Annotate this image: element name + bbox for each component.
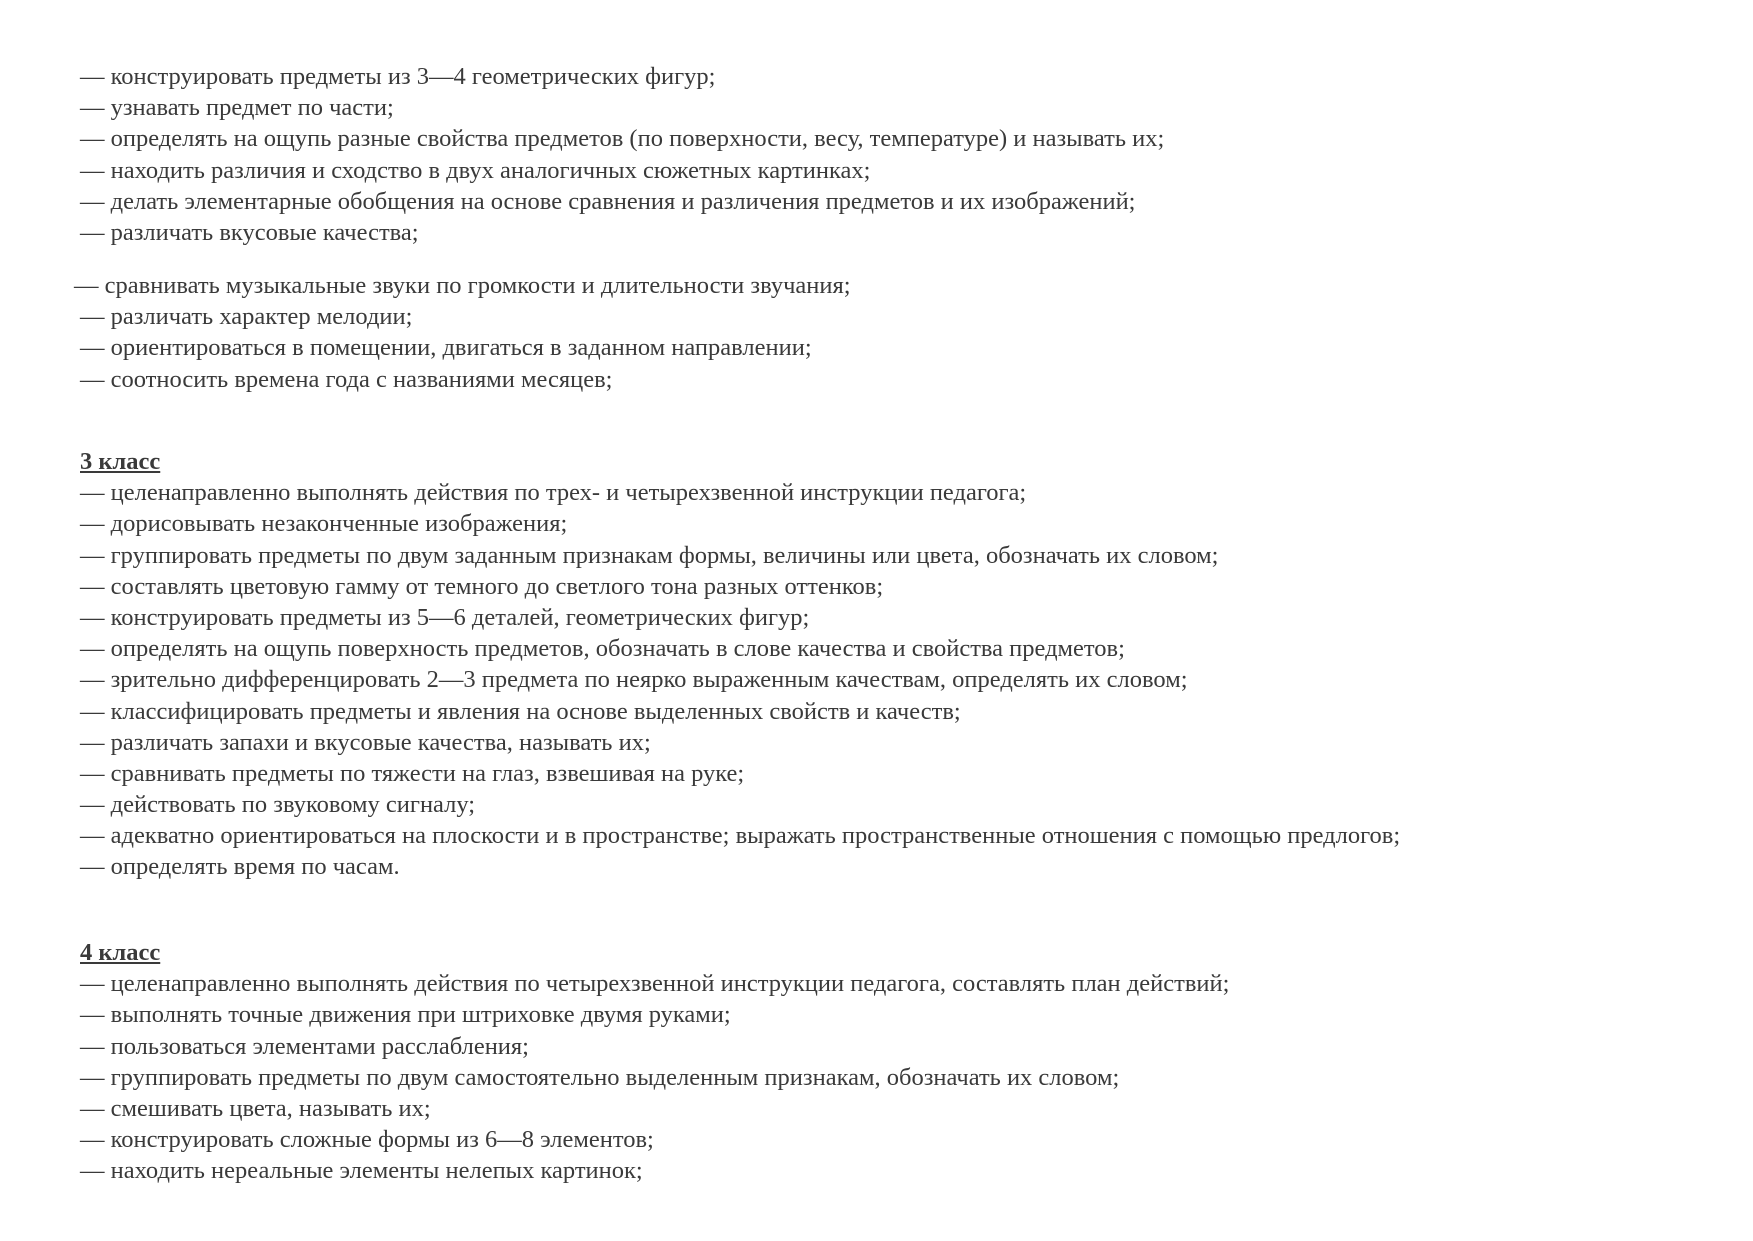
list-item: — конструировать сложные формы из 6—8 элементов; [80, 1126, 654, 1154]
list-item: — конструировать предметы из 5—6 деталей, геометрических фигур; [80, 603, 810, 631]
list-item: — различать характер мелодии; [80, 303, 413, 331]
list-item: — различать вкусовые качества; [80, 218, 419, 246]
list-item: — зрительно дифференцировать 2—3 предмета по неярко выраженным качествам, определять их словом; [80, 666, 1188, 694]
list-item: — делать элементарные обобщения на основе сравнения и различения предметов и их изображений; [80, 187, 1136, 215]
list-item: — целенаправленно выполнять действия по четырехзвенной инструкции педагога, составлять план действий; [80, 970, 1230, 998]
list-item: — смешивать цвета, называть их; [80, 1094, 431, 1122]
list-item: — группировать предметы по двум заданным признакам формы, величины или цвета, обозначать их словом; [80, 541, 1219, 569]
list-item: — выполнять точные движения при штриховке двумя руками; [80, 1001, 731, 1029]
list-item: — находить различия и сходство в двух аналогичных сюжетных картинках; [80, 156, 871, 184]
list-item: — сравнивать предметы по тяжести на глаз, взвешивая на руке; [80, 759, 745, 787]
list-item: — соотносить времена года с названиями месяцев; [80, 365, 613, 393]
list-item: — классифицировать предметы и явления на основе выделенных свойств и качеств; [80, 697, 961, 725]
skills-list-continued-2 [74, 270, 1680, 395]
list-item: — адекватно ориентироваться на плоскости и в пространстве; выражать пространственные отношения с помощью предлогов; [80, 822, 1401, 850]
grade-4-heading: 4 класс [80, 939, 161, 966]
list-item: — конструировать предметы из 3—4 геометрических фигур; [80, 63, 716, 90]
list-item: — определять на ощупь поверхность предметов, обозначать в слове качества и свойства предметов; [80, 635, 1125, 663]
grade-3-heading: 3 класс [80, 448, 161, 475]
list-item: — пользоваться элементами расслабления; [80, 1032, 529, 1060]
list-item: — сравнивать музыкальные звуки по громкости и длительности звучания; [74, 272, 851, 299]
list-item: — различать запахи и вкусовые качества, называть их; [80, 728, 651, 756]
list-item: — дорисовывать незаконченные изображения; [80, 510, 568, 538]
grade-4-section [80, 937, 1680, 1187]
list-item: — группировать предметы по двум самостоятельно выделенным признакам, обозначать их словом; [80, 1063, 1120, 1091]
list-item: — узнавать предмет по части; [80, 94, 394, 122]
list-item: — находить нереальные элементы нелепых картинок; [80, 1157, 643, 1185]
list-item: — определять время по часам. [80, 853, 400, 881]
skills-list-continued [80, 61, 1680, 248]
grade-3-section [80, 446, 1680, 883]
list-item: — составлять цветовую гамму от темного до светлого тона разных оттенков; [80, 572, 884, 600]
list-item: — действовать по звуковому сигналу; [80, 791, 476, 819]
list-item: — ориентироваться в помещении, двигаться в заданном направлении; [80, 334, 812, 362]
list-item: — определять на ощупь разные свойства предметов (по поверхности, весу, температуре) и называть их; [80, 125, 1165, 153]
list-item: — целенаправленно выполнять действия по трех- и четырехзвенной инструкции педагога; [80, 479, 1027, 507]
